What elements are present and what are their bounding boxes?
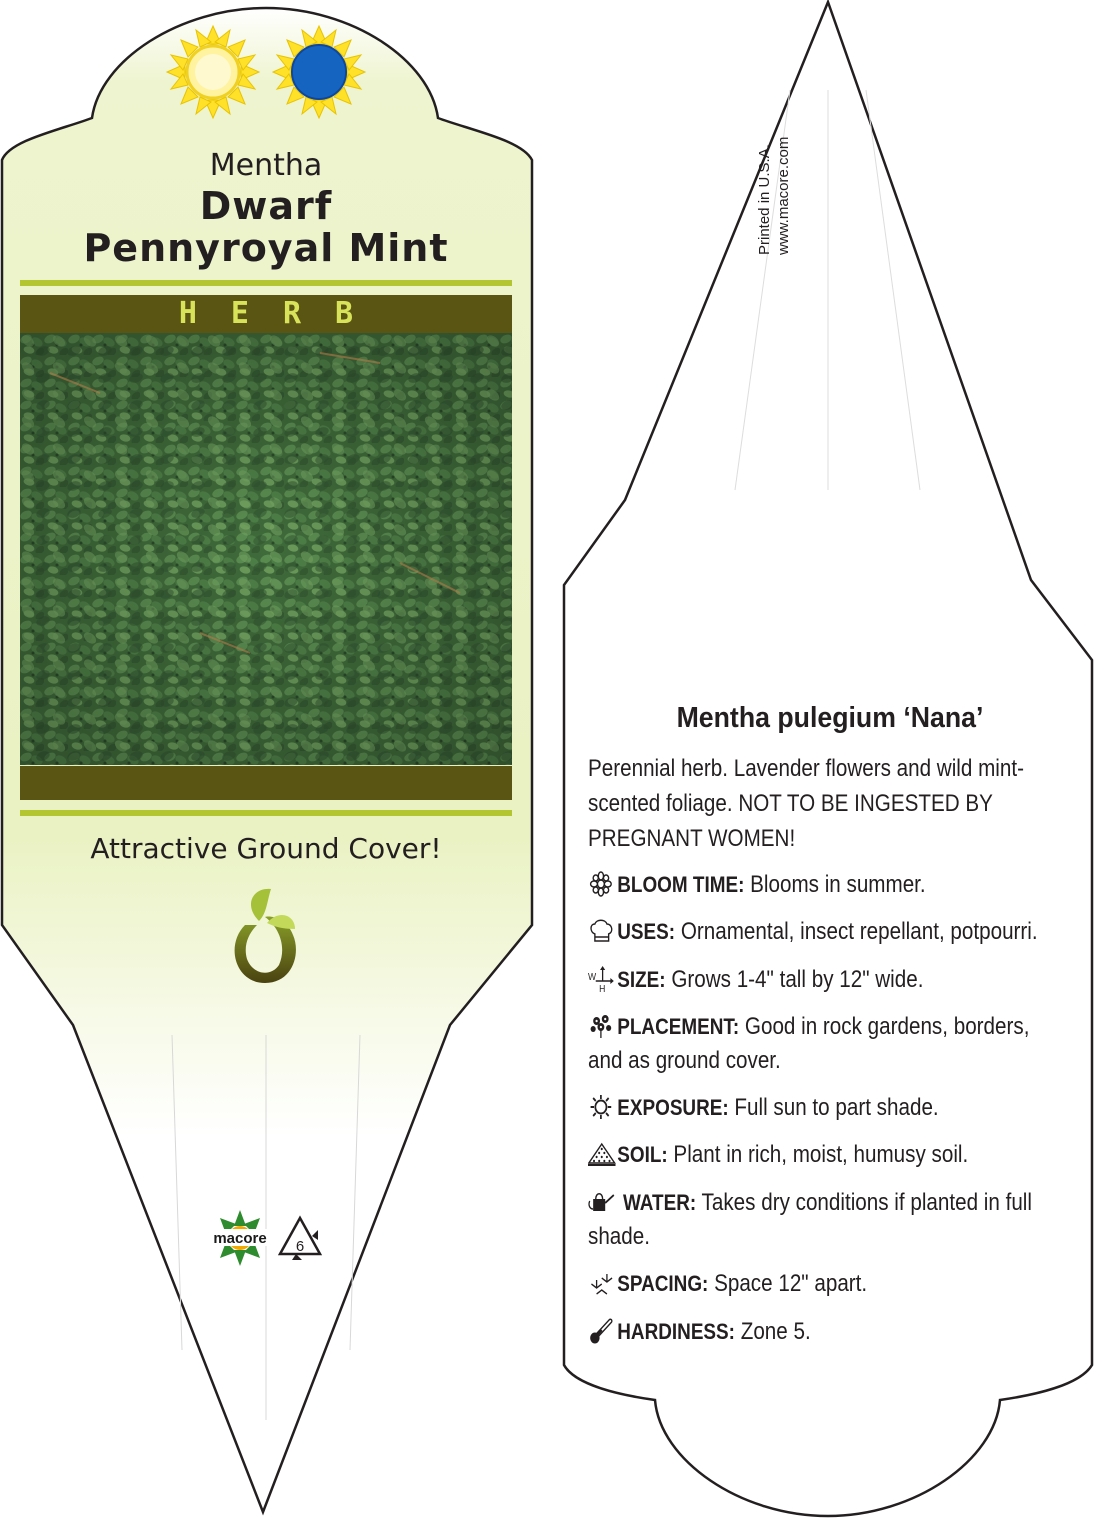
chef-hat-icon — [588, 918, 617, 944]
full-sun-icon — [167, 26, 259, 118]
botanical-name: Mentha pulegium ‘Nana’ — [676, 702, 984, 734]
attribute-soil — [588, 1138, 1068, 1172]
spacing-label: SPACING: — [617, 1271, 709, 1296]
size-icon-h: H — [599, 983, 606, 992]
size-icon-w: W — [588, 971, 597, 983]
plant-photo — [20, 333, 512, 765]
placement-label: PLACEMENT: — [617, 1014, 740, 1039]
printed-line1: Printed in U.S.A. — [756, 144, 773, 255]
description-text: Perennial herb. Lavender flowers and wild mint-scented foliage. NOT TO BE INGESTED BY PREGNANT WOMEN! — [588, 755, 1024, 852]
category-label: HERB — [178, 296, 388, 331]
soil-label: SOIL: — [617, 1142, 668, 1167]
exposure-value: Full sun to part shade. — [734, 1094, 939, 1121]
uses-label: USES: — [617, 919, 676, 944]
hardiness-value: Zone 5. — [740, 1318, 811, 1345]
cultivar-name-line1: Dwarf — [199, 184, 333, 228]
hardiness-label: HARDINESS: — [617, 1319, 735, 1344]
flower-icon — [588, 871, 617, 897]
attribute-water — [588, 1186, 1068, 1254]
spacing-value: Space 12" apart. — [714, 1270, 868, 1297]
watering-can-icon — [588, 1189, 617, 1215]
thermometer-icon — [588, 1318, 617, 1344]
soil-pile-icon — [588, 1141, 617, 1167]
genus-name: Mentha — [209, 148, 323, 183]
sun-icon — [588, 1094, 617, 1120]
attribute-exposure — [588, 1091, 1068, 1125]
photo-bottom-band — [20, 766, 512, 800]
water-label: WATER: — [622, 1190, 697, 1215]
bloom-time-label: BLOOM TIME: — [617, 872, 745, 897]
macore-logo-text: macore — [213, 1230, 267, 1247]
part-shade-icon — [273, 26, 365, 118]
flowers-icon — [588, 1013, 617, 1039]
attribute-hardiness — [588, 1315, 1068, 1349]
size-value: Grows 1-4" tall by 12" wide. — [671, 966, 924, 993]
tagline-stripe — [20, 810, 512, 816]
recycle-code: 6 — [295, 1238, 305, 1255]
printed-info — [755, 85, 795, 255]
size-label: SIZE: — [617, 967, 666, 992]
size-arrows-icon — [588, 966, 617, 992]
soil-value: Plant in rich, moist, humusy soil. — [673, 1141, 969, 1168]
description — [588, 751, 1058, 856]
attribute-placement — [588, 1010, 1068, 1078]
tagline: Attractive Ground Cover! — [90, 832, 442, 865]
uses-value: Ornamental, insect repellant, potpourri. — [680, 918, 1038, 945]
printed-url: www.macore.com — [775, 136, 792, 255]
attribute-uses — [588, 915, 1068, 949]
attribute-bloom-time — [588, 868, 1068, 902]
exposure-label: EXPOSURE: — [617, 1095, 729, 1120]
title-stripe — [20, 280, 512, 286]
attribute-size — [588, 963, 1068, 997]
water-value: Takes dry conditions if planted in full shade. — [588, 1189, 1032, 1250]
spacing-icon — [588, 1270, 617, 1296]
attribute-spacing — [588, 1267, 1068, 1301]
bloom-time-value: Blooms in summer. — [750, 871, 926, 898]
placement-value: Good in rock gardens, borders, and as ground cover. — [588, 1013, 1030, 1074]
cultivar-name-line2: Pennyroyal Mint — [83, 226, 449, 270]
